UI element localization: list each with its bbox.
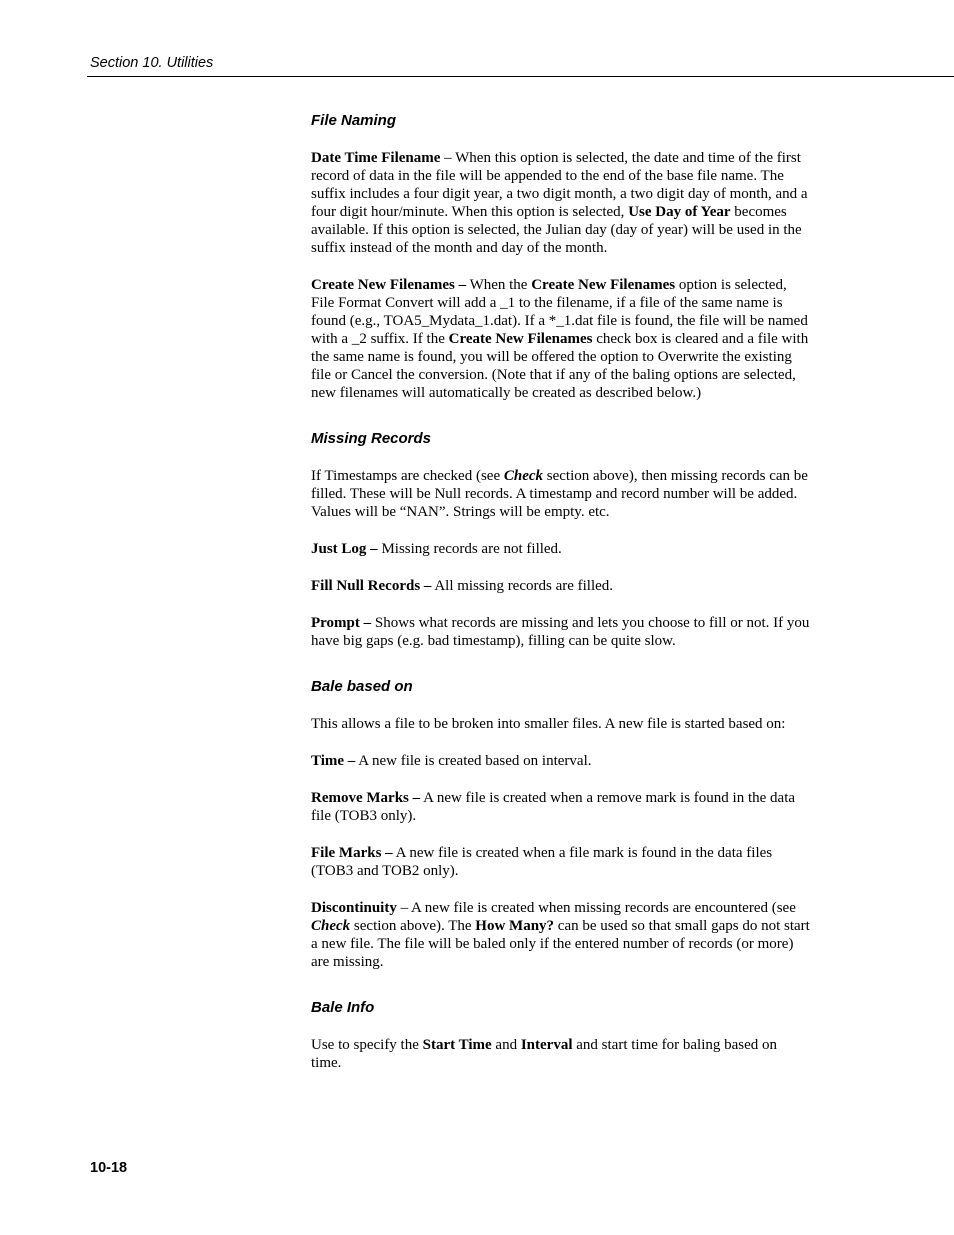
- text-run: Missing records are not filled.: [377, 541, 562, 557]
- body-paragraph: [311, 577, 811, 595]
- text-run: A new file is created based on interval.: [355, 753, 592, 769]
- bold-term: Remove Marks –: [311, 790, 421, 806]
- body-paragraph: [311, 844, 811, 880]
- bold-term: Just Log –: [311, 541, 378, 557]
- text-run: All missing records are filled.: [431, 578, 614, 594]
- bold-italic-term: Check: [503, 468, 544, 484]
- body-paragraph: [311, 149, 811, 257]
- text-run: A new file is created when a file mark is found in the data files (TOB3 and TOB2 only).: [311, 845, 773, 879]
- bold-term: Prompt –: [311, 615, 372, 631]
- text-run: section above). The: [350, 918, 476, 934]
- body-paragraph: [311, 752, 811, 770]
- text-run: A new file is created when a remove mark is found in the data file (TOB3 only).: [311, 790, 796, 824]
- page-body: [311, 112, 811, 1100]
- body-paragraph: [311, 614, 811, 650]
- bold-term: Time –: [311, 753, 356, 769]
- text-run: – When this option is selected, the date and time of the first record of data in the file will be appended to the end of the base file name. The suffix includes a four digit year, a two digit month, a two digit day of month, and a four digit hour/minute. When this option is selected,: [311, 150, 808, 220]
- running-header: Section 10. Utilities: [90, 55, 214, 71]
- bold-term: Create New Filenames –: [311, 277, 467, 293]
- bold-term: Discontinuity: [311, 900, 397, 916]
- section-heading: Bale Info: [311, 999, 375, 1016]
- page-number: 10-18: [90, 1160, 128, 1176]
- text-run: When the: [466, 277, 532, 293]
- text-run: and: [491, 1037, 521, 1053]
- bold-term: Date Time Filename: [311, 150, 441, 166]
- text-run: Use to specify the: [311, 1037, 423, 1053]
- bold-term: File Marks –: [311, 845, 393, 861]
- bold-term: Interval: [520, 1037, 573, 1053]
- body-paragraph: [311, 276, 811, 402]
- body-paragraph: [311, 715, 811, 733]
- text-run: If Timestamps are checked (see: [311, 468, 504, 484]
- section-heading: Missing Records: [311, 430, 432, 447]
- text-run: can be used so that small gaps do not start a new file. The file will be baled only if the entered number of records (or more) are missing.: [311, 918, 810, 970]
- section-heading: Bale based on: [311, 678, 413, 695]
- text-run: option is selected, File Format Convert will add a _1 to the filename, if a file of the same name is found (e.g., TOA5_Mydata_1.dat). If a *_1.dat file is found, the file will be named with a _2 suffix. If the: [311, 277, 808, 347]
- body-paragraph: [311, 540, 811, 558]
- body-paragraph: [311, 899, 811, 971]
- bold-term: Start Time: [422, 1037, 492, 1053]
- text-run: Shows what records are missing and lets you choose to fill or not. If you have big gaps (e.g. bad timestamp), filling can be quite slow.: [311, 615, 810, 649]
- text-run: becomes available. If this option is selected, the Julian day (day of year) will be used in the suffix instead of the month and day of the month.: [311, 204, 802, 256]
- bold-term: Use Day of Year: [628, 204, 731, 220]
- body-paragraph: [311, 1036, 811, 1072]
- header-rule: [87, 76, 954, 77]
- text-run: This allows a file to be broken into smaller files. A new file is started based on:: [311, 716, 786, 732]
- text-run: section above), then missing records can be filled. These will be Null records. A timestamp and record number will be added. Values will be “NAN”. Strings will be empty. etc.: [311, 468, 808, 520]
- bold-term: How Many?: [475, 918, 555, 934]
- text-run: – A new file is created when missing records are encountered (see: [396, 900, 796, 916]
- bold-term: Fill Null Records –: [311, 578, 432, 594]
- body-paragraph: [311, 467, 811, 521]
- text-run: check box is cleared and a file with the same name is found, you will be offered the option to Overwrite the existing file or Cancel the conversion. (Note that if any of the baling options are selected, new filenames will automatically be created as described below.): [311, 331, 809, 401]
- bold-italic-term: Check: [311, 918, 351, 934]
- bold-term: Create New Filenames: [531, 277, 676, 293]
- body-paragraph: [311, 789, 811, 825]
- text-run: and start time for baling based on time.: [311, 1037, 778, 1071]
- section-heading: File Naming: [311, 112, 397, 129]
- bold-term: Create New Filenames: [448, 331, 593, 347]
